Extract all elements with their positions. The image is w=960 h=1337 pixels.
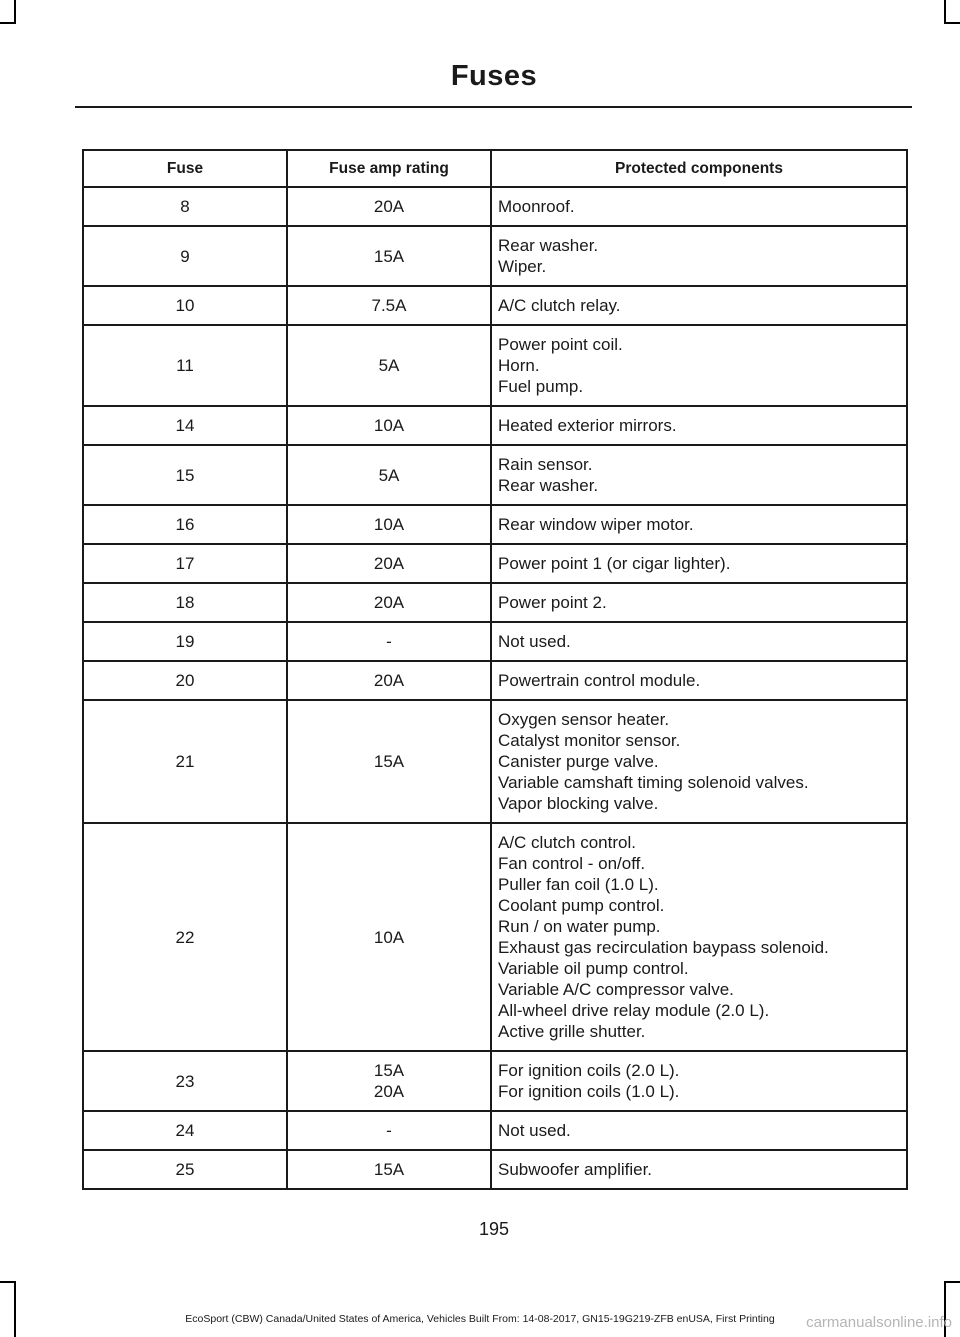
fuse-number: 18 [83, 583, 287, 622]
component-item: All-wheel drive relay module (2.0 L). [498, 1001, 770, 1020]
table-row [83, 445, 907, 505]
protected-components [491, 622, 907, 661]
crop-mark-top-left-horizontal [0, 22, 16, 24]
column-header-amp-rating: Fuse amp rating [287, 150, 491, 187]
table-header-row [83, 150, 907, 187]
amp-value: 20A [373, 1082, 405, 1101]
fuse-table [82, 149, 908, 1190]
component-item: A/C clutch relay. [498, 296, 621, 315]
component-item: Moonroof. [498, 197, 575, 216]
amp-value: 10A [373, 927, 405, 947]
protected-components [491, 700, 907, 823]
table-row [83, 505, 907, 544]
amp-value: 5A [378, 465, 400, 485]
component-item: Oxygen sensor heater. [498, 710, 670, 729]
amp-value: - [386, 632, 392, 651]
component-item: Active grille shutter. [498, 1022, 646, 1041]
component-item: Heated exterior mirrors. [498, 416, 677, 435]
component-item: Subwoofer amplifier. [498, 1160, 653, 1179]
document-footer: EcoSport (CBW) Canada/United States of America, Vehicles Built From: 14-08-2017, GN15-19G219-ZFB enUSA, First Printing [185, 1313, 775, 1325]
amp-value: 10A [373, 515, 405, 534]
component-item: Vapor blocking valve. [498, 794, 659, 813]
component-item: A/C clutch control. [498, 833, 636, 852]
amp-value: 15A [373, 246, 405, 266]
fuse-number: 11 [83, 325, 287, 406]
crop-mark-bottom-right-horizontal [944, 1281, 960, 1283]
crop-mark-bottom-left-horizontal [0, 1281, 16, 1283]
table-row [83, 406, 907, 445]
page-number: 195 [478, 1219, 510, 1239]
protected-components [491, 286, 907, 325]
table-row [83, 1150, 907, 1189]
amp-value: 15A [373, 1160, 405, 1179]
table-row [83, 1111, 907, 1150]
fuse-number: 14 [83, 406, 287, 445]
fuse-number: 23 [83, 1051, 287, 1111]
table-row [83, 325, 907, 406]
fuse-amp-rating [287, 1051, 491, 1111]
fuse-number: 9 [83, 226, 287, 286]
amp-value: 15A [373, 752, 405, 771]
component-item: Power point 2. [498, 593, 607, 612]
fuse-number: 17 [83, 544, 287, 583]
protected-components [491, 445, 907, 505]
fuse-number: 25 [83, 1150, 287, 1189]
fuse-number: 22 [83, 823, 287, 1051]
component-item: Variable oil pump control. [498, 959, 689, 978]
fuse-amp-rating [287, 226, 491, 286]
protected-components [491, 823, 907, 1051]
fuse-amp-rating [287, 823, 491, 1051]
crop-mark-bottom-left [14, 1281, 16, 1337]
fuse-amp-rating [287, 661, 491, 700]
table-row [83, 622, 907, 661]
component-item: Run / on water pump. [498, 917, 661, 936]
fuse-amp-rating [287, 622, 491, 661]
table-row [83, 700, 907, 823]
component-item: For ignition coils (2.0 L). [498, 1061, 680, 1080]
fuse-number: 10 [83, 286, 287, 325]
amp-value: 10A [373, 416, 405, 435]
component-item: Canister purge valve. [498, 752, 659, 771]
table-row [83, 823, 907, 1051]
protected-components [491, 544, 907, 583]
fuse-number: 19 [83, 622, 287, 661]
column-header-fuse: Fuse [83, 150, 287, 187]
fuse-amp-rating [287, 583, 491, 622]
component-item: Rear washer. [498, 236, 599, 255]
component-item: For ignition coils (1.0 L). [498, 1082, 680, 1101]
fuse-amp-rating [287, 700, 491, 823]
amp-value: 7.5A [371, 296, 407, 315]
fuse-amp-rating [287, 505, 491, 544]
protected-components [491, 325, 907, 406]
amp-value: 20A [373, 671, 405, 690]
protected-components [491, 1111, 907, 1150]
crop-mark-top-right [944, 0, 946, 22]
page-title: Fuses [450, 60, 538, 92]
component-item: Exhaust gas recirculation baypass solenoid. [498, 938, 829, 957]
component-item: Power point coil. [498, 335, 623, 354]
fuse-amp-rating [287, 406, 491, 445]
table-row [83, 226, 907, 286]
fuse-number: 16 [83, 505, 287, 544]
amp-value: 20A [373, 197, 405, 216]
fuse-number: 20 [83, 661, 287, 700]
component-item: Fan control - on/off. [498, 854, 646, 873]
protected-components [491, 406, 907, 445]
component-item: Coolant pump control. [498, 896, 665, 915]
protected-components [491, 226, 907, 286]
protected-components [491, 583, 907, 622]
crop-mark-top-right-horizontal [944, 22, 960, 24]
amp-value: 15A [373, 1061, 405, 1080]
table-row [83, 187, 907, 226]
component-item: Horn. [498, 356, 540, 375]
fuse-amp-rating [287, 544, 491, 583]
fuse-amp-rating [287, 445, 491, 505]
table-row [83, 286, 907, 325]
column-header-protected-components: Protected components [491, 150, 907, 187]
component-item: Puller fan coil (1.0 L). [498, 875, 659, 894]
protected-components [491, 1051, 907, 1111]
fuse-number: 24 [83, 1111, 287, 1150]
amp-value: 5A [378, 356, 400, 375]
fuse-amp-rating [287, 286, 491, 325]
component-item: Variable camshaft timing solenoid valves. [498, 773, 809, 792]
component-item: Fuel pump. [498, 377, 584, 396]
amp-value: - [386, 1121, 392, 1140]
component-item: Wiper. [498, 257, 547, 276]
fuse-number: 15 [83, 445, 287, 505]
fuse-number: 21 [83, 700, 287, 823]
component-item: Rain sensor. [498, 455, 593, 474]
table-row [83, 544, 907, 583]
fuse-amp-rating [287, 1111, 491, 1150]
component-item: Not used. [498, 1121, 571, 1140]
table-row [83, 1051, 907, 1111]
component-item: Not used. [498, 632, 571, 651]
protected-components [491, 505, 907, 544]
protected-components [491, 661, 907, 700]
amp-value: 20A [373, 593, 405, 612]
protected-components [491, 187, 907, 226]
component-item: Variable A/C compressor valve. [498, 980, 734, 999]
component-item: Rear washer. [498, 476, 599, 495]
fuse-amp-rating [287, 187, 491, 226]
amp-value: 20A [373, 554, 405, 573]
fuse-number: 8 [83, 187, 287, 226]
table-row [83, 583, 907, 622]
protected-components [491, 1150, 907, 1189]
fuse-amp-rating [287, 325, 491, 406]
fuse-amp-rating [287, 1150, 491, 1189]
component-item: Rear window wiper motor. [498, 515, 694, 534]
title-divider [75, 106, 912, 108]
component-item: Power point 1 (or cigar lighter). [498, 554, 731, 573]
watermark: carmanualsonline.info [806, 1314, 952, 1331]
crop-mark-top-left [14, 0, 16, 22]
table-body [83, 187, 907, 1189]
table-row [83, 661, 907, 700]
component-item: Powertrain control module. [498, 671, 701, 690]
component-item: Catalyst monitor sensor. [498, 731, 681, 750]
